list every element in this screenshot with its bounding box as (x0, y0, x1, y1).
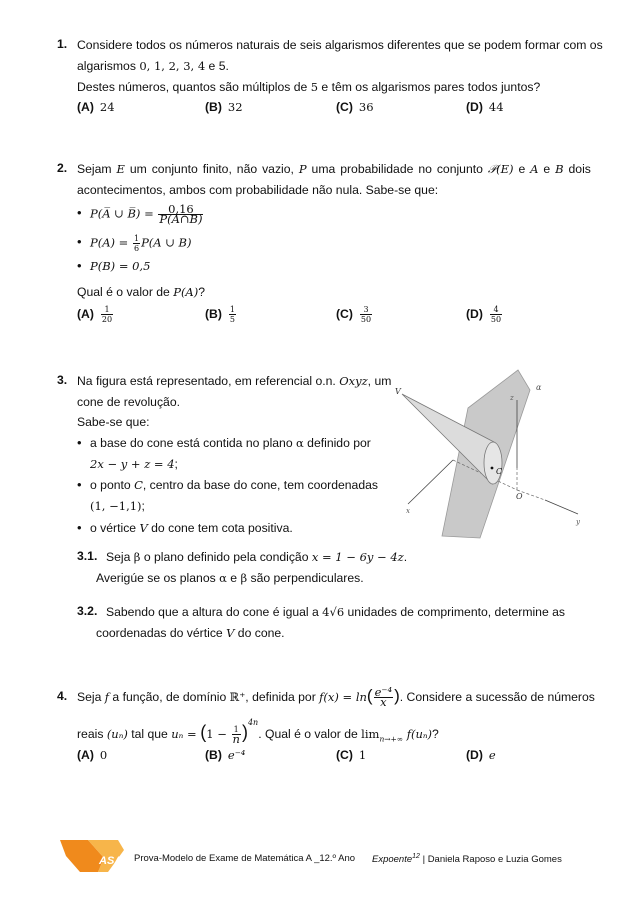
condition-3: • o vértice V do cone tem cota positiva. (90, 520, 293, 536)
subquestion-text: Sabendo que a altura do cone é igual a 4√6 unidades de comprimento, determine as (106, 605, 565, 619)
label-v: V (395, 387, 401, 396)
option-d[interactable]: (D) 44 (466, 100, 504, 114)
cone-base (484, 442, 502, 484)
label-c: C (496, 467, 503, 476)
condition-3: • P(B) = 0,5 (90, 258, 150, 274)
question-number: 4. (57, 689, 68, 703)
subquestion-text: coordenadas do vértice V do cone. (96, 626, 285, 640)
condition-1-equation: 2x − y + z = 4; (90, 457, 178, 471)
question-text: acontecimentos, ambos com probabilidade não nula. Sabe-se que: (77, 183, 439, 197)
option-a[interactable]: (A) 24 (77, 100, 115, 114)
question-text: Na figura está representado, em referencial o.n. Oxyz, um (77, 374, 392, 388)
label-z: z (510, 394, 514, 402)
condition-2: • P(A) = $\frac{1}{6}$ P(A ∪ B) (90, 234, 191, 253)
footer-brand: Expoente$^{12}$ | Daniela Raposo e Luzia Gomes (372, 853, 562, 866)
cone-figure (390, 368, 590, 540)
option-c[interactable]: (C) 36 (336, 100, 374, 114)
label-x: x (406, 507, 410, 515)
label-y: y (576, 518, 580, 526)
label-o: O (516, 492, 523, 501)
question-text: Qual é o valor de P(A)? (77, 285, 206, 299)
question-text: Sabe-se que: (77, 415, 150, 429)
subquestion-number: 3.2. (77, 604, 98, 618)
x-axis (408, 460, 453, 504)
question-text: Seja f a função, de domínio ℝ⁺, definida por f(x) = ln( $\frac{\text{e⁻⁴}}{x}$ ). Considere a sucessão de números (77, 685, 595, 710)
option-c[interactable]: (C) $\frac{3}{50}$ (336, 305, 372, 324)
option-b[interactable]: (B) 32 (205, 100, 243, 114)
option-d[interactable]: (D) e (466, 748, 496, 762)
option-d[interactable]: (D) $\frac{4}{50}$ (466, 305, 502, 324)
question-text: reais (uₙ) tal que uₙ = (1 − $\frac{1}{n}$ )$^{4n}$. Qual é o valor de $\lim_{n\to+\infty} f(u_n)$? (77, 718, 439, 747)
subquestion-number: 3.1. (77, 549, 98, 563)
condition-2-coordinates: (1, −1,1); (90, 499, 145, 513)
subquestion-text: Seja β o plano definido pela condição x = 1 − 6y − 4z. (106, 550, 408, 564)
question-text: Destes números, quantos são múltiplos de 5 e têm os algarismos pares todos juntos? (77, 80, 541, 94)
logo-text: ASA (99, 855, 123, 867)
subquestion-text: Averigúe se os planos α e β são perpendiculares. (96, 571, 364, 585)
condition-1: • P(A̅ ∪ B̅) = $\frac{0,16}{P(A\cap B)}$ (90, 205, 204, 224)
option-b[interactable]: (B) $\frac{1}{5}$ (205, 305, 236, 324)
option-a[interactable]: (A) $\frac{1}{20}$ (77, 305, 113, 324)
question-number: 2. (57, 161, 68, 175)
footer-text: Prova-Modelo de Exame de Matemática A _12.º Ano (134, 853, 356, 864)
option-c[interactable]: (C) 1 (336, 748, 367, 762)
asa-logo (58, 836, 128, 876)
option-a[interactable]: (A) 0 (77, 748, 108, 762)
question-text: algarismos 0, 1, 2, 3, 4 e 5. (77, 59, 229, 73)
condition-2: • o ponto C, centro da base do cone, tem coordenadas (90, 477, 378, 493)
question-number: 3. (57, 373, 68, 387)
condition-1: • a base do cone está contida no plano α definido por (90, 435, 371, 451)
question-text: cone de revolução. (77, 395, 180, 409)
center-point (491, 467, 494, 470)
question-text: Considere todos os números naturais de seis algarismos diferentes que se podem formar com os (77, 38, 603, 52)
question-number: 1. (57, 37, 68, 51)
y-axis (545, 500, 578, 514)
option-b[interactable]: (B) e⁻⁴ (205, 748, 246, 762)
label-alpha: α (536, 383, 542, 392)
question-text: Sejam E um conjunto finito, não vazio, P uma probabilidade no conjunto 𝒫(E) e A e B dois (77, 162, 591, 176)
